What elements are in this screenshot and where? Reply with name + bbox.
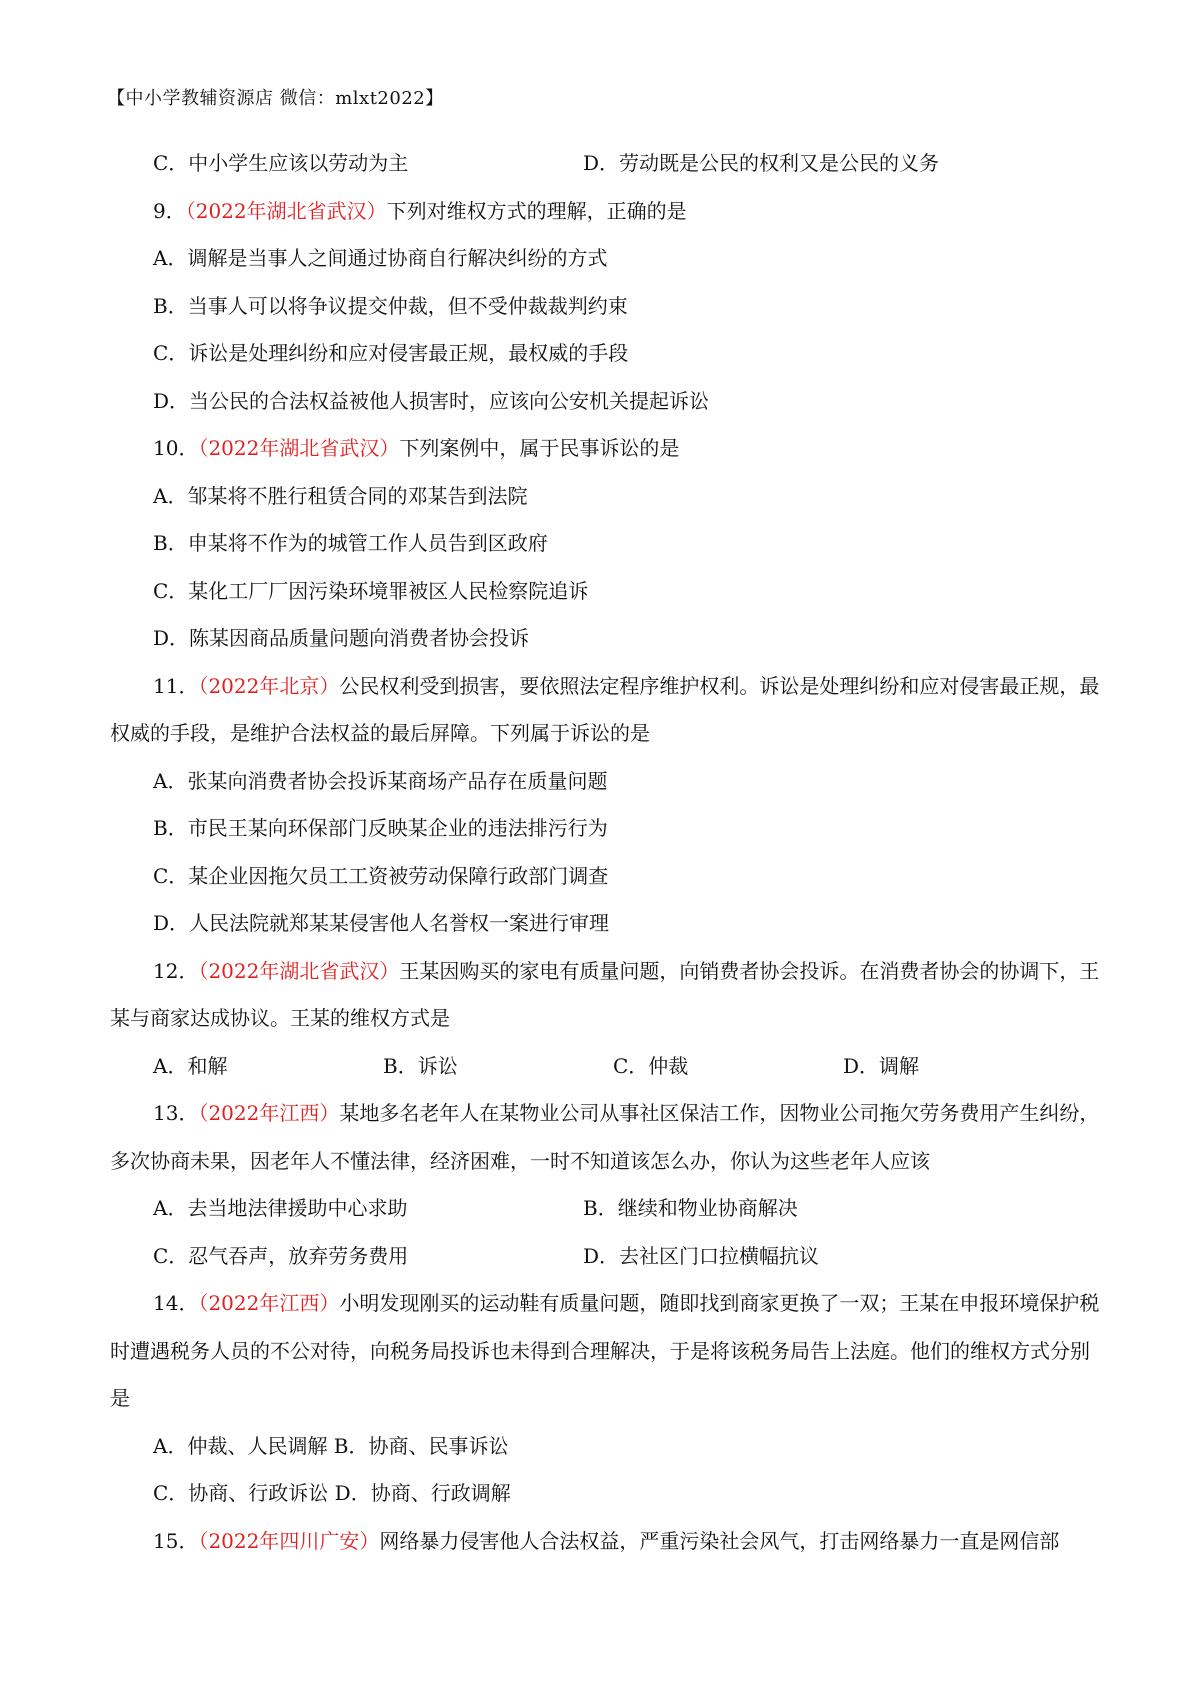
q15-stem	[110, 1518, 1100, 1566]
q12-option-d: D．调解	[843, 1053, 920, 1078]
q14-stem	[110, 1280, 1100, 1423]
q11-source: （2022年北京）	[198, 673, 340, 698]
q13-source: （2022年江西）	[198, 1101, 340, 1125]
q12-stem	[110, 948, 1100, 1043]
q12-number: 12．	[153, 958, 199, 983]
q13-stem-text: 某地多名老年人在某物业公司从事社区保洁工作，因物业公司拖欠劳务费用产生纠纷，多次协商未果，因老年人不懂法律，经济困难，一时不知道该怎么办，你认为这些老年人应该	[110, 1101, 1100, 1173]
q10-option-b: B．申某将不作为的城管工作人员告到区政府	[153, 531, 548, 555]
q13-options-row-ab	[110, 1185, 1100, 1233]
q9-number: 9．	[153, 198, 186, 223]
q12-source: （2022年湖北省武汉）	[198, 958, 400, 983]
q9-stem	[110, 188, 1100, 236]
q13-stem	[110, 1090, 1100, 1185]
q14-number: 14．	[153, 1291, 199, 1315]
page-header: 【中小学教辅资源店 微信：mlxt2022】	[107, 88, 444, 109]
q11-stem-text: 公民权利受到损害，要依照法定程序维护权利。诉讼是处理纠纷和应对侵害最正规，最权威的手段，是维护合法权益的最后屏障。下列属于诉讼的是	[110, 673, 1100, 745]
q11-number: 11．	[153, 673, 199, 698]
q8-option-d: D．劳动既是公民的权利又是公民的义务	[583, 151, 940, 175]
q14-source: （2022年江西）	[198, 1291, 340, 1315]
q11-option-c: C．某企业因拖欠员工工资被劳动保障行政部门调查	[153, 863, 609, 888]
q11-stem	[110, 663, 1100, 758]
q10-stem-text: 下列案例中，属于民事诉讼的是	[399, 436, 680, 460]
q12-option-b: B．诉讼	[383, 1053, 458, 1078]
question-list	[110, 140, 1100, 1565]
q13-option-d: D．去社区门口拉横幅抗议	[583, 1243, 820, 1268]
q11-option-b: B．市民王某向环保部门反映某企业的违法排污行为	[153, 816, 608, 840]
q15-number: 15．	[153, 1528, 199, 1553]
q12-stem-text: 王某因购买的家电有质量问题，向销费者协会投诉。在消费者协会的协调下，王某与商家达成协议。王某的维权方式是	[110, 958, 1100, 1030]
q12-option-c: C．仲裁	[613, 1053, 689, 1078]
q9-option-c: C．诉讼是处理纠纷和应对侵害最正规，最权威的手段	[153, 341, 629, 365]
q13-option-c: C．忍气吞声，放弃劳务费用	[153, 1243, 409, 1268]
q12-option-a: A．和解	[153, 1053, 228, 1078]
q8-option-c: C．中小学生应该以劳动为主	[153, 151, 409, 175]
q14-options-ab: A．仲裁、人民调解 B．协商、民事诉讼	[153, 1433, 509, 1458]
q10-option-c: C．某化工厂厂因污染环境罪被区人民检察院追诉	[153, 578, 589, 603]
q10-source: （2022年湖北省武汉）	[198, 436, 400, 460]
q10-stem	[110, 425, 1100, 473]
q10-option-d: D．陈某因商品质量问题向消费者协会投诉	[153, 626, 530, 650]
q9-option-d: D．当公民的合法权益被他人损害时，应该向公安机关提起诉讼	[153, 388, 710, 413]
q9-option-b: B．当事人可以将争议提交仲裁，但不受仲裁裁判约束	[153, 293, 628, 318]
q9-source: （2022年湖北省武汉）	[185, 198, 387, 223]
q11-option-a: A．张某向消费者协会投诉某商场产品存在质量问题	[153, 768, 608, 793]
q13-option-a: A．去当地法律援助中心求助	[153, 1196, 408, 1220]
q9-option-a: A．调解是当事人之间通过协商自行解决纠纷的方式	[153, 246, 608, 270]
q9-stem-text: 下列对维权方式的理解，正确的是	[386, 198, 687, 223]
q14-options-cd: C．协商、行政诉讼 D．协商、行政调解	[153, 1481, 511, 1505]
q15-stem-text: 网络暴力侵害他人合法权益，严重污染社会风气，打击网络暴力一直是网信部	[379, 1528, 1060, 1553]
q10-number: 10．	[153, 436, 199, 460]
q12-options-row	[110, 1043, 1100, 1091]
q13-number: 13．	[153, 1101, 199, 1125]
q15-source: （2022年四川广安）	[198, 1528, 380, 1553]
q13-option-b: B．继续和物业协商解决	[583, 1196, 798, 1220]
q13-options-row-cd	[110, 1233, 1100, 1281]
q11-option-d: D．人民法院就郑某某侵害他人名誉权一案进行审理	[153, 911, 610, 935]
q8-options-row-cd	[110, 140, 1100, 188]
q10-option-a: A．邹某将不胜行租赁合同的邓某告到法院	[153, 483, 528, 508]
q14-stem-text: 小明发现刚买的运动鞋有质量问题，随即找到商家更换了一双；王某在申报环境保护税时遭遇税务人员的不公对待，向税务局投诉也未得到合理解决，于是将该税务局告上法庭。他们的维权方式分别是	[110, 1291, 1100, 1410]
